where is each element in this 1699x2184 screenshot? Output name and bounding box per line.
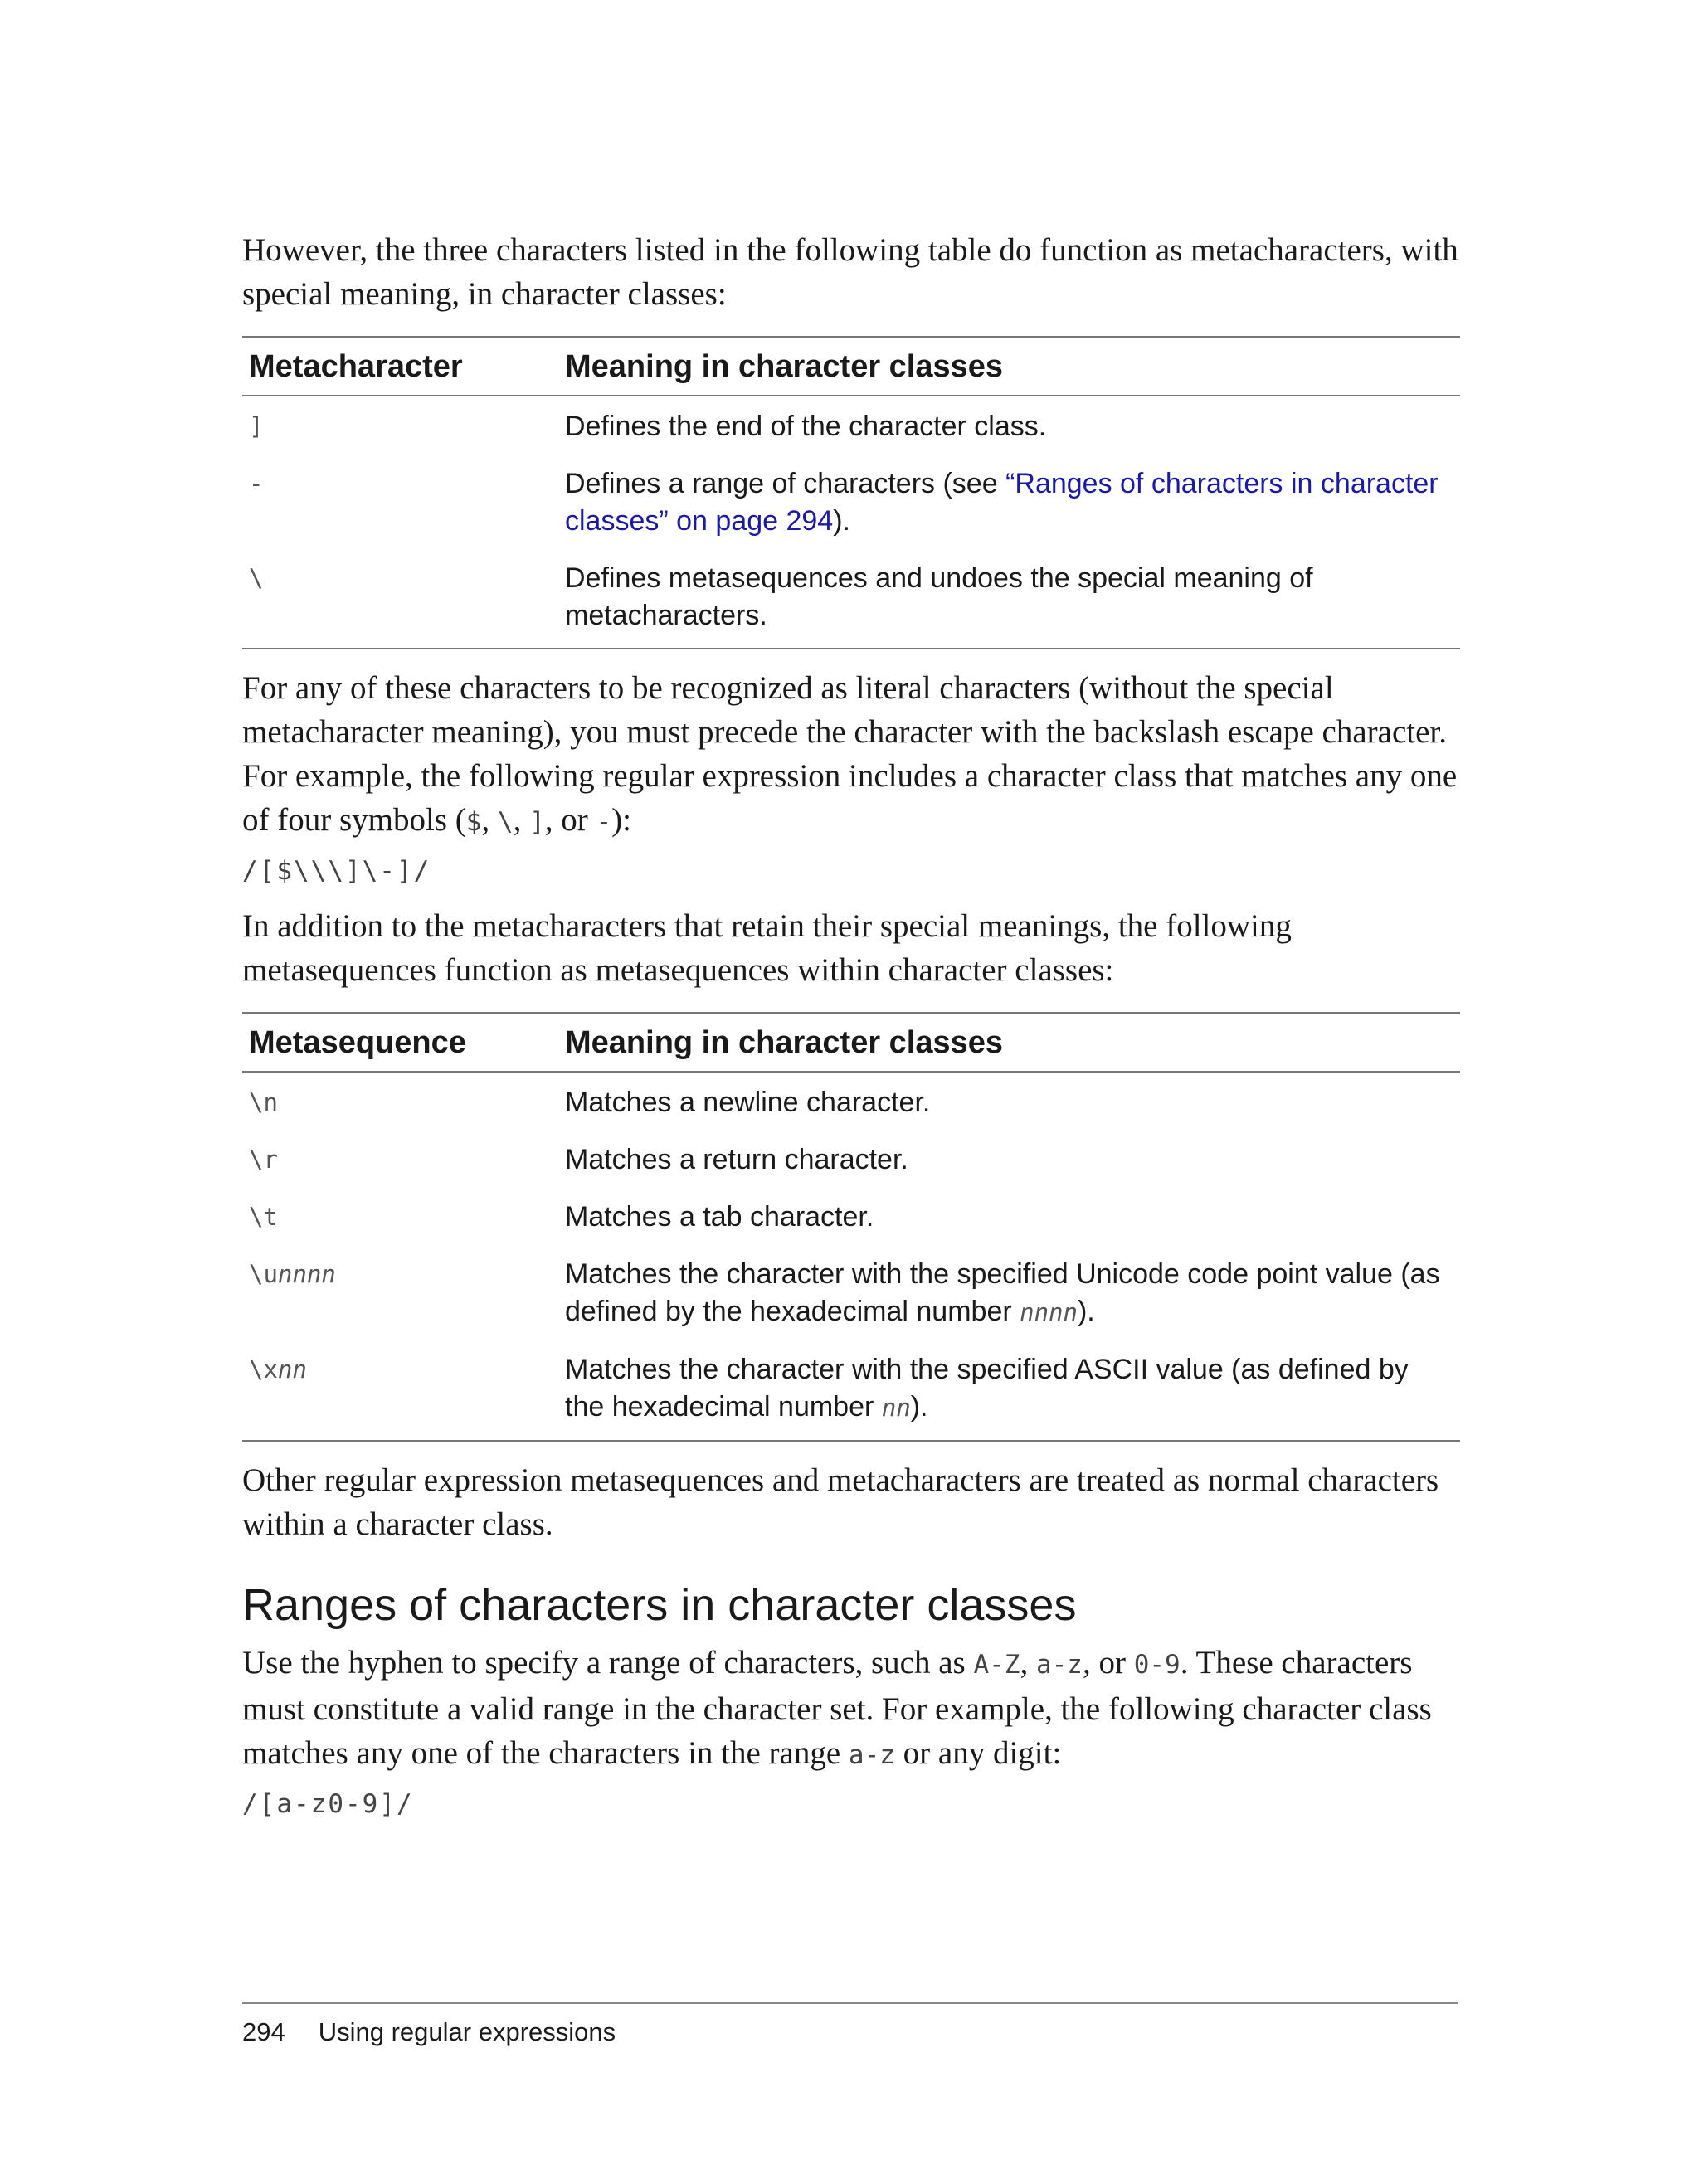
paragraph-text: ,: [481, 802, 498, 838]
paragraph-text: , or: [1082, 1645, 1134, 1681]
page-number: 294: [242, 2017, 285, 2046]
table-row: [242, 1130, 1460, 1187]
page-content: [242, 228, 1460, 1819]
metasequence-prefix: \x: [249, 1355, 278, 1384]
inline-code: $: [465, 807, 482, 837]
table-row: [242, 1072, 1460, 1130]
other-metasequences-paragraph: Other regular expression metasequences and metacharacters are treated as normal characters within a character class.: [242, 1462, 1439, 1542]
meaning-cell: Defines the end of the character class.: [565, 411, 1047, 442]
table-row: [242, 454, 1460, 548]
metasequence-placeholder: nnnn: [277, 1260, 336, 1288]
meaning-text: ).: [1077, 1296, 1095, 1327]
metasequence-cell: [242, 1340, 558, 1441]
paragraph-text: or any digit:: [894, 1735, 1062, 1771]
ranges-paragraph: [242, 1641, 1460, 1778]
paragraph-text: . These characters must constitute a valid range in the character set. For example, the following character class matches any one of the characters in the range: [242, 1645, 1432, 1771]
meaning-cell: [558, 1340, 1460, 1441]
paragraph-text: For any of these characters to be recognized as literal characters (without the special metacharacter meaning), you must precede the character with the backslash escape character. For example, the following regular expression includes a character class that matches any one of four symbols (: [242, 670, 1458, 838]
paragraph-text: ,: [513, 802, 530, 838]
metacharacter-cell: -: [249, 469, 264, 498]
meaning-placeholder: nn: [881, 1394, 911, 1422]
inline-code: a-z: [848, 1740, 895, 1770]
code-example: /[$\\\]\-]/: [242, 856, 431, 886]
paragraph-text: , or: [544, 802, 596, 838]
table-header-row: [242, 1013, 1460, 1072]
meaning-text: Defines a range of characters (see: [565, 468, 1006, 499]
meaning-cell: [558, 1244, 1460, 1340]
metasequences-intro-paragraph: In addition to the metacharacters that retain their special meanings, the following metasequences function as metasequences within character classes:: [242, 908, 1292, 988]
inline-code: -: [596, 807, 612, 837]
code-example: /[a-z0-9]/: [242, 1789, 414, 1819]
meaning-cell: [558, 454, 1460, 548]
table-row: [242, 1340, 1460, 1441]
metasequence-cell: \n: [249, 1088, 278, 1116]
meaning-text: Matches the character with the specified Unicode code point value (as defined by the hexadecimal number: [565, 1258, 1440, 1327]
inline-code: 0-9: [1133, 1650, 1181, 1680]
meaning-text: ).: [910, 1391, 928, 1423]
meaning-text: ).: [833, 505, 850, 537]
ranges-cross-reference-link[interactable]: “Ranges of characters in character classes” on page 294: [565, 468, 1439, 537]
literal-characters-paragraph: [242, 666, 1460, 844]
inline-code: A-Z: [973, 1650, 1020, 1680]
column-header: Meaning in character classes: [558, 337, 1460, 396]
meaning-cell: Matches a return character.: [565, 1144, 908, 1175]
metasequence-cell: \t: [249, 1203, 278, 1231]
paragraph-text: ):: [611, 802, 631, 838]
table-row: [242, 548, 1460, 649]
metacharacter-cell: ]: [249, 412, 264, 440]
column-header: Metacharacter: [242, 337, 558, 396]
metacharacter-cell: \: [242, 548, 558, 649]
table-header-row: [242, 337, 1460, 396]
chapter-title: Using regular expressions: [318, 2017, 616, 2046]
column-header: Metasequence: [242, 1013, 558, 1072]
intro-paragraph: However, the three characters listed in the following table do function as metacharacters, with special meaning, in character classes:: [242, 232, 1458, 312]
meaning-text: Matches the character with the specified ASCII value (as defined by the hexadecimal number: [565, 1354, 1409, 1423]
table-row: [242, 1187, 1460, 1244]
paragraph-text: Use the hyphen to specify a range of characters, such as: [242, 1645, 974, 1681]
page-footer: [242, 2002, 1458, 2047]
paragraph-text: ,: [1020, 1645, 1036, 1681]
section-heading: Ranges of characters in character classes: [242, 1580, 1077, 1630]
table-row: [242, 1244, 1460, 1340]
inline-code: ]: [529, 807, 545, 837]
meaning-cell: Matches a newline character.: [565, 1087, 931, 1118]
metasequence-table: [242, 1012, 1460, 1442]
metasequence-cell: \r: [249, 1146, 278, 1174]
metasequence-cell: [242, 1244, 558, 1340]
meaning-placeholder: nnnn: [1020, 1298, 1078, 1326]
column-header: Meaning in character classes: [558, 1013, 1460, 1072]
inline-code: a-z: [1035, 1650, 1083, 1680]
metasequence-prefix: \u: [249, 1260, 278, 1288]
metacharacter-table: [242, 336, 1460, 649]
table-row: [242, 396, 1460, 454]
meaning-cell: Defines metasequences and undoes the special meaning of metacharacters.: [558, 548, 1460, 649]
metasequence-placeholder: nn: [277, 1355, 307, 1384]
inline-code: \: [497, 807, 514, 837]
meaning-cell: Matches a tab character.: [565, 1201, 874, 1233]
